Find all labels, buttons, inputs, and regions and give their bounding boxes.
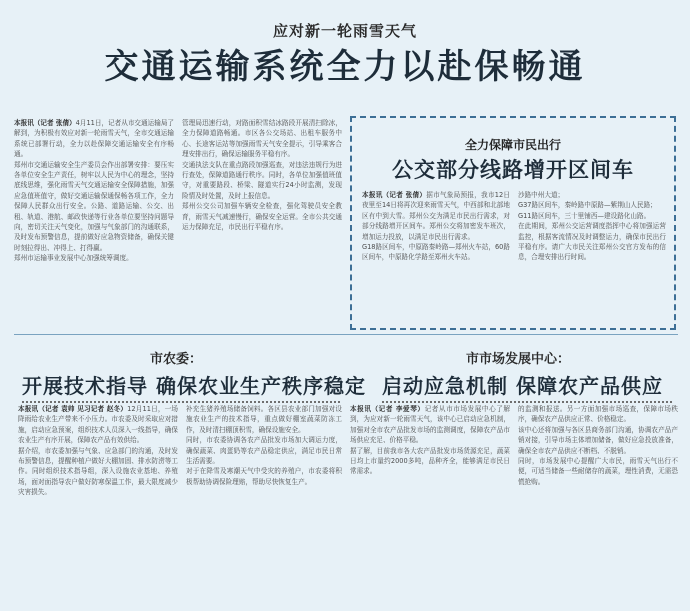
section-divider <box>14 334 678 335</box>
featured-col2-text: 沙路中州大道； <box>518 191 565 199</box>
lower-left-col1-text: 12月11日，一场降雨给农业生产带来不小压力。市农委及时采取应对措施，启动应急预案，组织技术人员深入一线指导，确保农业生产有序开展，保障农产品有效供给。 <box>18 405 178 445</box>
header-kicker-text: 应对新一轮雨雪天气 <box>272 22 417 40</box>
lower-left-col2-p2: 同时，市农委协调各农产品批发市场加大调运力度，确保蔬菜、肉蛋奶等农产品稳定供应，满足市民日常生活需要。 <box>186 436 342 466</box>
lower-left-byline: 本报讯（记者 袁帅 见习记者 赵冬） <box>18 405 128 413</box>
main-article-byline: 本报讯（记者 张倩） <box>14 119 76 127</box>
lower-left-kicker: 市农委： <box>150 352 203 367</box>
lower-right-col2-p3: 同时，市场发展中心提醒广大市民，雨雪天气出行不便，可适当储备一些耐储存的蔬菜，理性消费，无需恐慌抢购。 <box>518 457 678 486</box>
main-article-col2-text: 管理局迅速行动，对路面积雪结冰路段开展清扫除冰，全力保障道路畅通。市区各公交场站、出租车服务中心、长途客运站等加强雨雪天气安全提示，引导乘客合理安排出行，确保运输服务平稳有序。 <box>182 119 342 159</box>
lower-left-title: 开展技术指导 确保农业生产秩序稳定 <box>22 374 366 398</box>
lower-right-kicker: 市市场发展中心： <box>466 352 571 367</box>
lower-right-col2-text: 的监测和报送。另一方面加强市场巡查，保障市场秩序，确保农产品供应正常、价格稳定。 <box>518 405 678 424</box>
lower-right-byline: 本报讯（记者 李爱琴） <box>350 405 425 413</box>
lower-right-title-underline <box>382 401 672 403</box>
featured-box <box>350 116 676 330</box>
header-kicker <box>0 20 690 41</box>
main-article-col1-para <box>14 118 174 160</box>
lower-left-heading <box>22 370 366 403</box>
main-article-col2-p3: 郑州公交公司加强车辆安全检查，强化驾驶员安全教育，雨雪天气减速慢行，确保安全运营。全市公共交通运力保障充足，市民出行平稳有序。 <box>182 202 342 232</box>
lower-left-col2 <box>186 404 342 604</box>
lower-left-col1 <box>18 404 178 604</box>
lower-left-col1-para <box>18 404 178 446</box>
featured-col1-p2: G18路区间车，中原路秦岭路—郑州火车站，60路区间车，中原路化学路至郑州火车站。 <box>362 243 510 262</box>
featured-col2-p3: G11路区间车，三十里铺西—建设路化山路。 <box>518 211 651 220</box>
lower-right-col1 <box>350 404 510 604</box>
featured-col2 <box>518 190 666 324</box>
lower-right-col1-para <box>350 404 510 446</box>
lower-right-col1-text: 记者从市市场发展中心了解到，为应对新一轮雨雪天气，该中心已启动应急机制，加强对全市农产品批发市场的监测调度，保障农产品市场供应充足、价格平稳。 <box>350 405 510 445</box>
lower-left-col2-p3: 对于在降雪及寒潮天气中受灾的养殖户，市农委将积极帮助协调保险理赔，帮助尽快恢复生产。 <box>186 467 342 486</box>
lower-right-heading <box>382 370 672 403</box>
main-article-col1-p3: 郑州市运输事业发展中心加强统筹调度。 <box>14 254 133 263</box>
featured-col2-p4: 在此期间，郑州公交运营调度指挥中心将加强运营监控，根据客流情况及时调整运力，确保市民出行平稳有序。请广大市民关注郑州公交官方发布的信息，合理安排出行时间。 <box>518 222 666 262</box>
main-headline: 交通运输系统全力以赴保畅通 <box>104 47 586 87</box>
featured-col1-para <box>362 190 510 242</box>
lower-left-col1-p2: 据介绍，市农委加强与气象、应急部门的沟通，及时发布预警信息，提醒种植户做好大棚加固、排水防涝等工作。同时组织技术指导组，深入设施农业基地、养殖场，面对面指导农户做好防寒保温工作，最大限度减少灾害损失。 <box>18 446 178 497</box>
main-article-col2-p2: 交通执法支队在重点路段加强巡查，对违法违规行为进行查处，保障道路通行秩序。同时，各单位加强值班值守，对重要路段、桥梁、隧道实行24小时监测，发现险情及时处置，及时上报信息。 <box>182 160 342 200</box>
featured-title: 公交部分线路增开区间车 <box>392 158 634 182</box>
main-article-col1-p2: 郑州市交通运输安全生产委员会作出部署安排：要压实各单位安全生产责任，树牢以人民为中心的理念，坚持底线思维，强化雨雪天气交通运输安全保障措施，加强应急值班值守，做好交通运输保通保畅各项工作，全力保障人民群众出行安全。公路、道路运输、公交、出租、轨道、港航、邮政快递等行业各单位要坚持问题导向，密切关注天气变化，加强与气象部门的沟通联系，及时发布预警信息，提前做好应急物资储备，确保关键时刻拉得出、冲得上、打得赢。 <box>14 160 174 252</box>
lower-right-col1-p2: 据了解，目前我市各大农产品批发市场货源充足，蔬菜日均上市量约2000多吨，品种齐全，能够满足市民日常需求。 <box>350 446 510 476</box>
featured-byline: 本报讯（记者 张倩） <box>362 191 427 199</box>
lower-right-col2-p2: 该中心还将加强与各区县商务部门沟通，协调农产品产销对接，引导市场主体增加储备，做好应急投放准备，确保全市农产品供应不断档、不脱销。 <box>518 425 678 455</box>
main-article-col1-text: 4月11日，记者从市交通运输局了解到，为积极有效应对新一轮雨雪天气，全市交通运输系统已部署行动，全力以赴保障交通运输安全有序畅通。 <box>14 119 174 159</box>
lower-left-col2-text: 补充生猪养殖场储备饲料。各区县农业部门加强对设施农业生产的技术指导，重点做好棚室蔬菜防冻工作，及时清扫棚顶积雪，确保设施安全。 <box>186 405 342 434</box>
main-article-col1 <box>14 118 174 328</box>
featured-col2-p2: G37路区间车，秦岭路中原路—紫荆山人民路； <box>518 201 657 210</box>
lower-left-title-underline <box>22 401 340 403</box>
featured-kicker: 全力保障市民出行 <box>464 138 561 152</box>
main-article-col2 <box>182 118 342 328</box>
lower-right-col2 <box>518 404 678 604</box>
featured-col1 <box>362 190 510 324</box>
lower-right-title: 启动应急机制 保障农产品供应 <box>382 374 663 398</box>
featured-col1-text: 据市气象局预报，我市12日夜里至14日将再次迎来雨雪天气，中西部和北部地区有中到大雪。郑州公交为满足市民出行需求，对部分线路增开区间车。郑州公交将加密发车班次，增加运力投放，以满足市民出行需求。 <box>362 191 510 241</box>
